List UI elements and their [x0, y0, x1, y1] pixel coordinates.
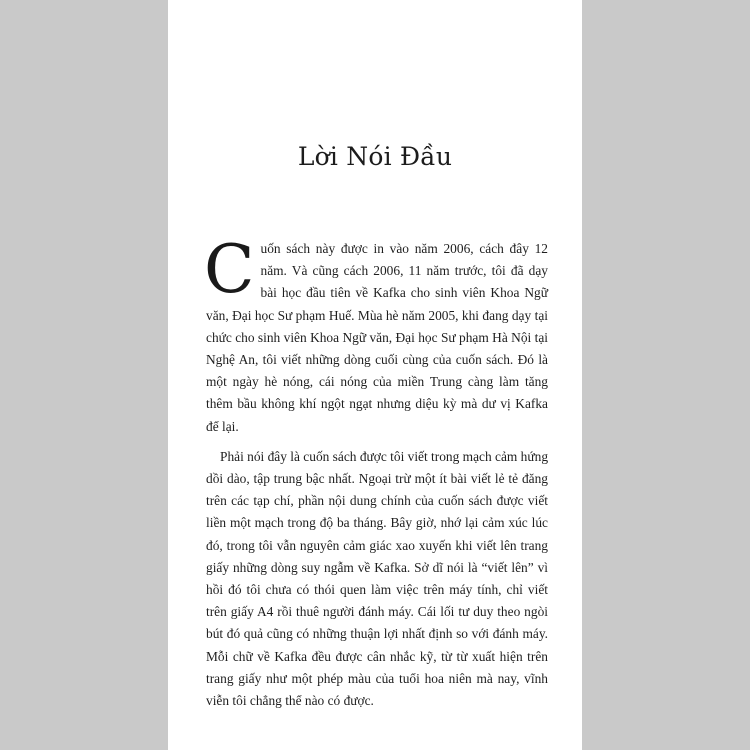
page-title: Lời Nói Đầu [297, 142, 453, 171]
paragraph-2: Phải nói đây là cuốn sách được tôi viết trong mạch cảm hứng dồi dào, tập trung bậc nhất. Ngoại trừ một ít bài viết lẻ tẻ đăng trên các tạp chí, phần nội dung chính của cuốn sách được viết liền một mạch trong độ ba tháng. Bây giờ, nhớ lại cảm xúc lúc đó, trong tôi vẫn nguyên cảm giác xao xuyến khi viết lên trang giấy những dòng suy ngẫm về Kafka. Sở dĩ nói là “viết lên” vì hồi đó tôi chưa có thói quen làm việc trên máy tính, chỉ viết trên giấy A4 rồi thuê người đánh máy. Cái lối tư duy theo ngòi bút đó quả cũng có những thuận lợi nhất định so với đánh máy. Mỗi chữ về Kafka đều được cân nhắc kỹ, từ từ xuất hiện trên trang giấy như một phép màu của tuổi hoa niên mà nay, vĩnh viễn tôi chẳng thể nào có được. [206, 448, 549, 709]
drop-cap-letter: C [204, 231, 255, 308]
page-body [204, 231, 549, 712]
book-page [168, 0, 582, 750]
paragraph-1 [204, 231, 548, 438]
paragraph-1-text: uốn sách này được in vào năm 2006, cách đây 12 năm. Và cũng cách 2006, 11 năm trước, tôi đã dạy bài học đầu tiên về Kafka cho sinh viên Khoa Ngữ văn, Đại học Sư phạm Huế. Mùa hè năm 2005, khi đang dạy tại chức cho sinh viên Khoa Ngữ văn, Đại học Sư phạm Hà Nội tại Nghệ An, tôi viết những dòng cuối cùng của cuốn sách. Đó là một ngày hè nóng, cái nóng của miền Trung càng làm tăng thêm bầu không khí ngột ngạt nhưng diệu kỳ mà dư vị Kafka để lại. [206, 241, 548, 434]
